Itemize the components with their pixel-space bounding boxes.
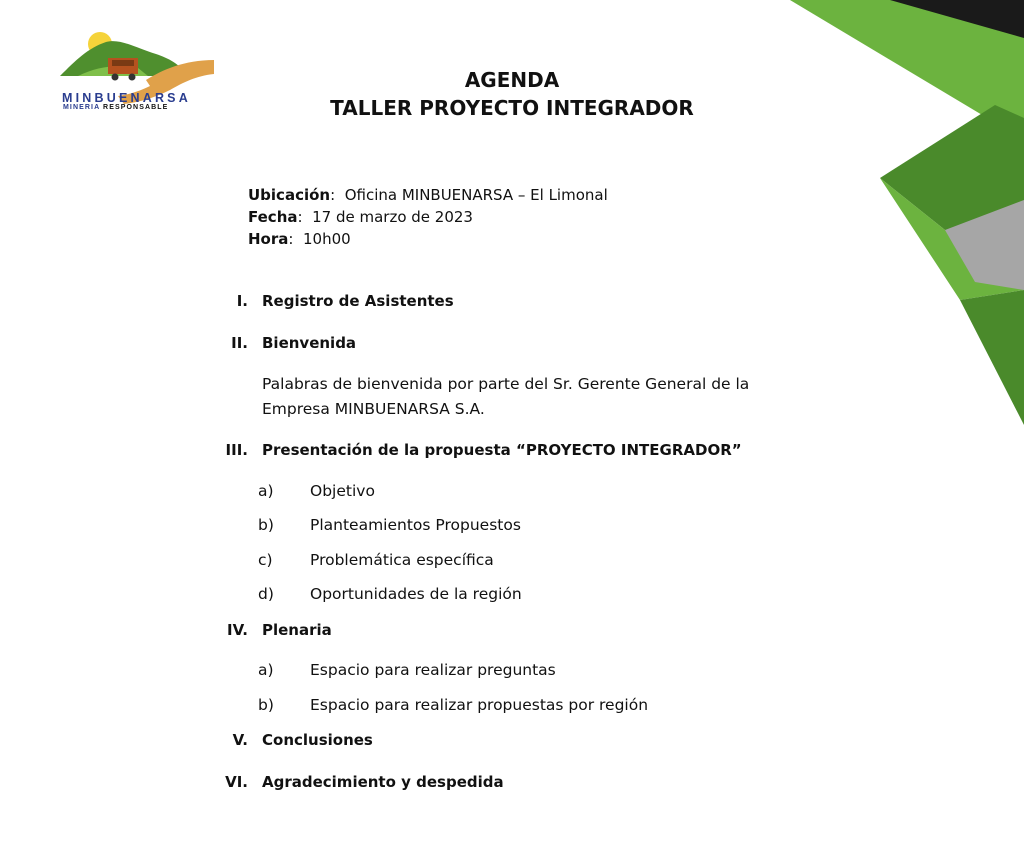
section-number: V.	[232, 731, 248, 749]
section-title: Presentación de la propuesta “PROYECTO INTEGRADOR”	[262, 441, 742, 459]
item-letter: b)	[258, 696, 274, 714]
item-letter: b)	[258, 516, 274, 534]
item-letter: c)	[258, 551, 273, 569]
section-title: Conclusiones	[262, 731, 373, 749]
section-number: II.	[231, 334, 248, 352]
meta-location: Ubicación: Oficina MINBUENARSA – El Limonal	[248, 186, 608, 204]
item-letter: d)	[258, 585, 274, 603]
meta-label: Ubicación	[248, 186, 331, 204]
item-text: Objetivo	[310, 482, 375, 500]
item-text: Espacio para realizar preguntas	[310, 661, 556, 679]
item-text: Oportunidades de la región	[310, 585, 522, 603]
logo-tagline	[63, 104, 217, 111]
meta-value: 10h00	[302, 230, 351, 248]
meta-value: Oficina MINBUENARSA – El Limonal	[344, 186, 608, 204]
meta-time: Hora: 10h00	[248, 230, 351, 248]
section-number: I.	[236, 292, 248, 310]
item-text: Planteamientos Propuestos	[310, 516, 521, 534]
workshop-title: TALLER PROYECTO INTEGRADOR	[330, 96, 694, 120]
section-title: Registro de Asistentes	[262, 292, 454, 310]
meta-label: Hora	[248, 230, 289, 248]
section-number: VI.	[225, 773, 248, 791]
section-number: III.	[225, 441, 248, 459]
logo-tagline-bold: RESPONSABLE	[103, 104, 169, 111]
item-letter: a)	[258, 661, 274, 679]
section-title: Bienvenida	[262, 334, 357, 352]
section-title: Agradecimiento y despedida	[262, 773, 504, 791]
logo-tagline-prefix: MINERIA	[63, 104, 100, 111]
meta-label: Fecha	[248, 208, 298, 226]
section-title: Plenaria	[262, 621, 332, 639]
meta-date: Fecha: 17 de marzo de 2023	[248, 208, 473, 226]
item-text: Espacio para realizar propuestas por región	[310, 696, 649, 714]
agenda-title: AGENDA	[464, 68, 560, 92]
item-letter: a)	[258, 482, 274, 500]
section-paragraph: Palabras de bienvenida por parte del Sr. Gerente General de la Empresa MINBUENARSA S.A.	[262, 375, 750, 418]
logo-name: MINBUENARSA	[62, 91, 191, 105]
item-text: Problemática específica	[310, 551, 494, 569]
section-number: IV.	[227, 621, 248, 639]
meta-value: 17 de marzo de 2023	[312, 208, 473, 226]
